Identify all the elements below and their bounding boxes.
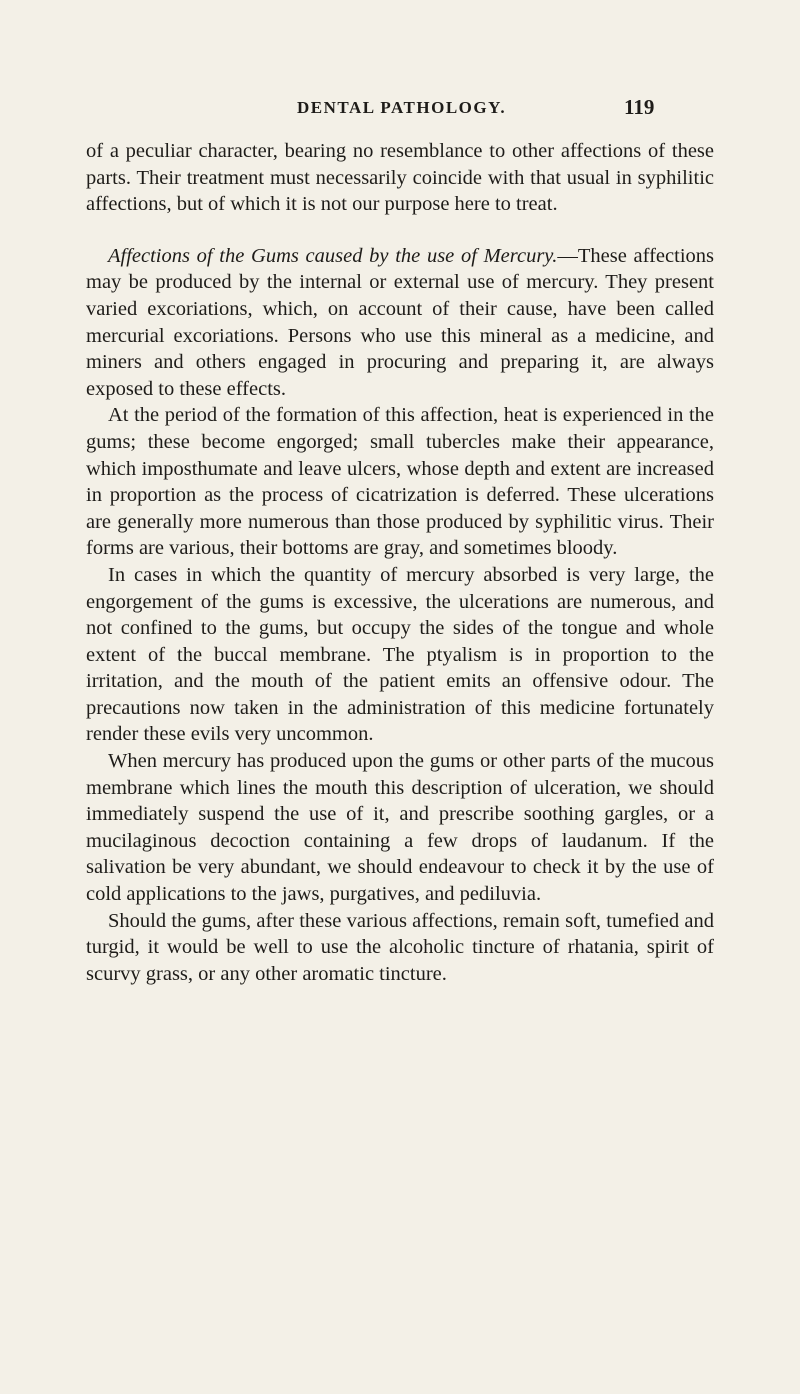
page-number: 119 [624,95,655,119]
section-heading: Affections of the Gums caused by the use of Mercury. [108,244,558,267]
paragraph-text: In cases in which the quantity of mercury absorbed is very large, the engorgement of the gums is excessive, the ulcerations are numerous, and not confined to the gums, but occupy the sides of the tongue and whole extent of the buccal membrane. The ptyalism is in proportion to the irritation, and the mouth of the patient emits an offensive odour. The precautions now taken in the administration of this medicine fortunately render these evils very uncommon. [86,563,714,746]
paragraph-text: of a peculiar character, bearing no resemblance to other affections of these parts. Their treatment must necessarily coincide with that usual in syphilitic affections, but of which it is not our purpose here to treat. [86,140,714,216]
paragraph [86,402,714,562]
paragraph-text: Should the gums, after these various affections, remain soft, tumefied and turgid, it would be well to use the alcoholic tincture of rhatania, spirit of scurvy grass, or any other aromatic tincture. [86,909,714,985]
paragraph [86,908,714,988]
paragraph-text: At the period of the formation of this affection, heat is experienced in the gums; these become engorged; small tubercles make their appearance, which imposthumate and leave ulcers, whose depth and extent are increased in proportion as the process of cicatrization is deferred. These ulcerations are generally more numerous than those produced by syphilitic virus. Their forms are various, their bottoms are gray, and sometimes bloody. [86,404,714,560]
section-paragraph-mercury [86,243,714,403]
paragraph [86,562,714,748]
running-head [0,95,800,126]
paragraph-text: —These affections may be produced by the internal or external use of mercury. They present varied excoriations, which, on account of their cause, have been called mercurial excoriations. Persons who use this mineral as a medicine, and miners and others engaged in procuring and preparing it, are always exposed to these effects. [86,244,714,400]
paragraph-text: When mercury has produced upon the gums or other parts of the mucous membrane which lines the mouth this description of ulceration, we should immediately suspend the use of it, and prescribe soothing gargles, or a mucilaginous decoction containing a few drops of laudanum. If the salivation be very abundant, we should endeavour to check it by the use of cold applications to the jaws, purgatives, and pediluvia. [86,750,714,906]
body-text [86,138,714,987]
running-title: DENTAL PATHOLOGY. [297,98,507,117]
paragraph-continuation [86,138,714,218]
paragraph [86,748,714,908]
